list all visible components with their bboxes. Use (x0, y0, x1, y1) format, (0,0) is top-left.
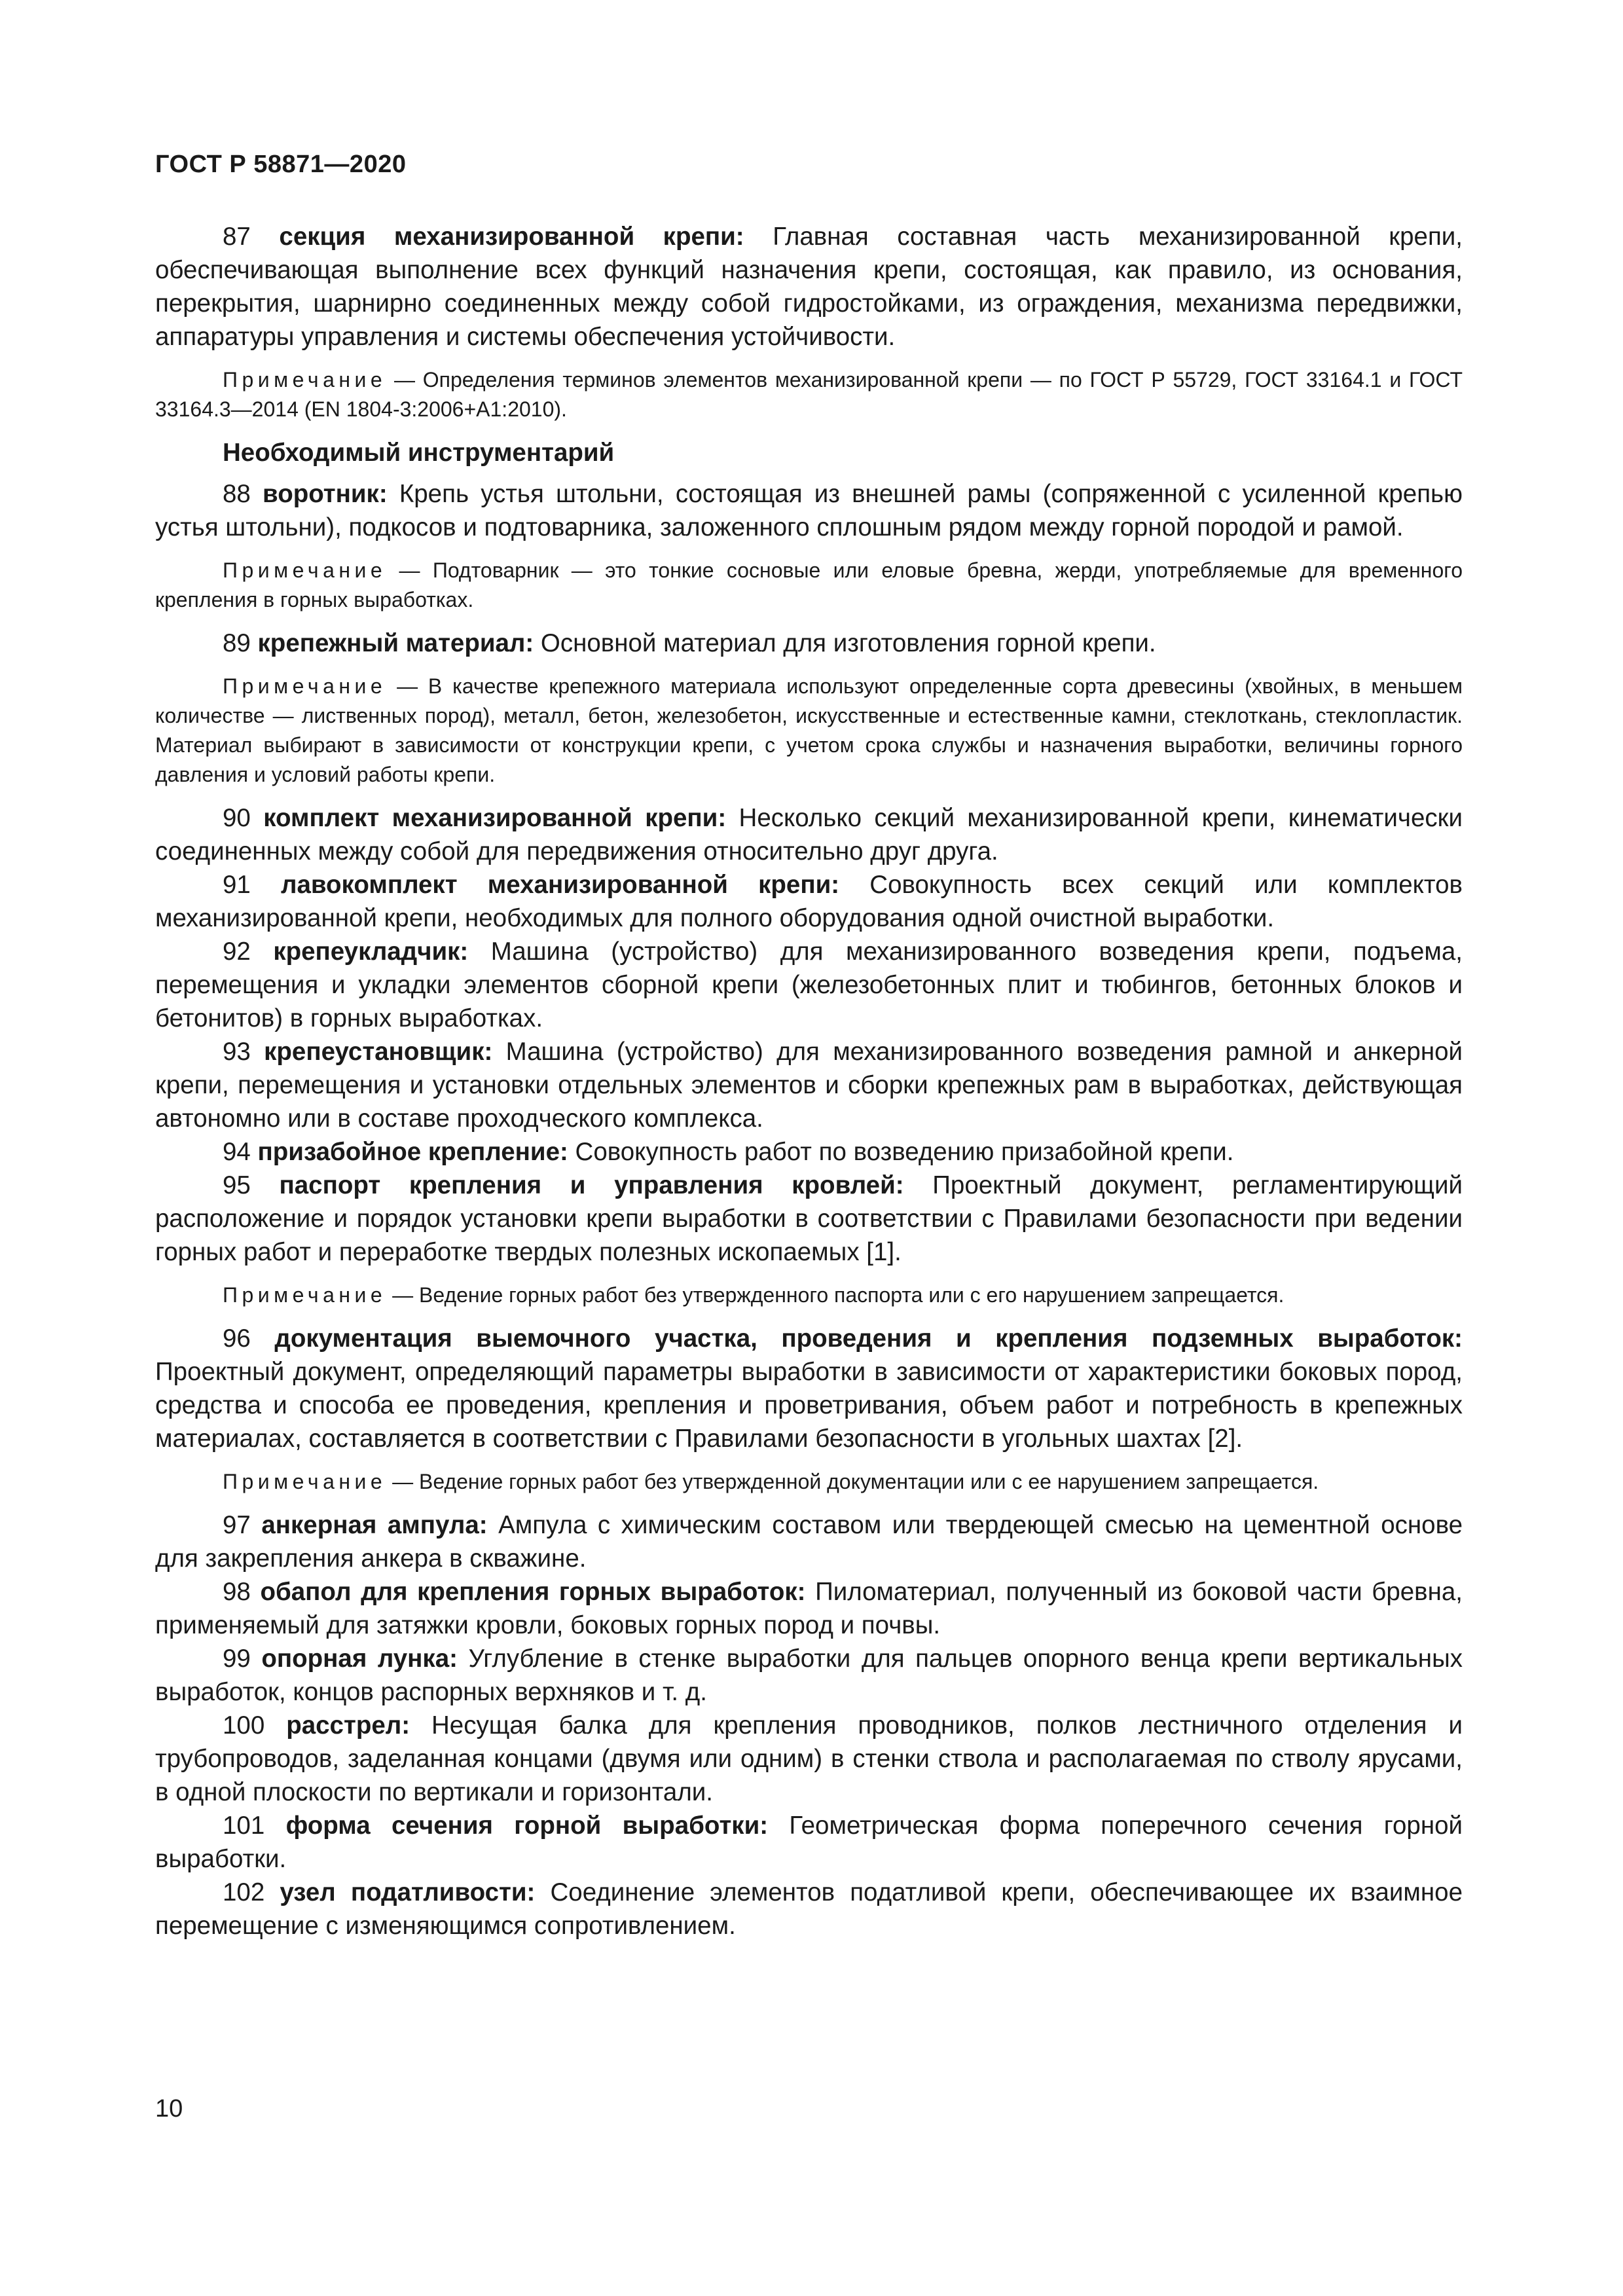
term-name: обапол для крепления горных выработок: (260, 1578, 806, 1606)
term-number: 99 (223, 1645, 251, 1673)
term-entry (155, 1169, 1463, 1269)
note-text: — Подтоварник — это тонкие сосновые или еловые бревна, жерди, употребляемые для временного крепления в горных выработках. (155, 558, 1463, 611)
note-label: Примечание (223, 1283, 387, 1307)
note-text: — В качестве крепежного материала используют определенные сорта древесины (хвойных, в меньшем количестве — лиственных пород), металл, бетон, железобетон, искусственные и естественные камни, стеклоткань, стеклопластик. Материал выбирают в зависимости от конструкции крепи, с учетом срока службы и назначения выработки, величины горного давления и условий работы крепи. (155, 674, 1463, 786)
section-subheading: Необходимый инструментарий (223, 439, 615, 467)
note-label: Примечание (223, 558, 387, 582)
note-text: — Ведение горных работ без утвержденного паспорта или с его нарушением запрещается. (386, 1283, 1285, 1307)
term-name: крепеукладчик: (273, 938, 469, 966)
term-note (155, 365, 1463, 424)
term-number: 93 (223, 1038, 251, 1066)
term-number: 98 (223, 1578, 251, 1606)
page-number: 10 (155, 2095, 183, 2123)
document-body (155, 220, 1463, 1942)
term-entry (155, 220, 1463, 354)
term-number: 95 (223, 1171, 251, 1199)
term-definition: Проектный документ, определяющий параметры выработки в зависимости от характеристики боковых пород, средства и способа ее проведения, крепления и проветривания, объем работ и потребность в крепежных материалах, составляется в соответствии с Правилами безопасности в угольных шахтах [2]. (155, 1358, 1463, 1453)
term-definition: Машина (устройство) для механизированного возведения крепи, подъема, перемещения и укладки элементов сборной крепи (железобетонных плит и тюбингов, бетонных блоков и бетонитов) в горных выработках. (155, 938, 1463, 1032)
term-name: комплект механизированной крепи: (263, 804, 727, 832)
term-definition: Соединение элементов податливой крепи, обеспечивающее их взаимное перемещение с изменяющимся сопротивлением. (155, 1878, 1463, 1940)
term-entry (155, 1322, 1463, 1455)
note-label: Примечание (223, 368, 387, 392)
term-note (155, 1467, 1463, 1497)
term-definition: Совокупность работ по возведению призабойной крепи. (568, 1138, 1234, 1166)
term-number: 101 (223, 1812, 265, 1840)
term-definition: Машина (устройство) для механизированного возведения рамной и анкерной крепи, перемещения и установки отдельных элементов и сборки крепежных рам в выработках, действующая автономно или в составе проходческого комплекса. (155, 1038, 1463, 1133)
term-name: крепеустановщик: (264, 1038, 493, 1066)
term-number: 92 (223, 938, 251, 966)
term-number: 90 (223, 804, 251, 832)
term-number: 102 (223, 1878, 265, 1906)
term-name: форма сечения горной выработки: (285, 1812, 769, 1840)
document-header: ГОСТ Р 58871—2020 (155, 151, 407, 178)
term-entry (155, 868, 1463, 935)
term-number: 89 (223, 629, 251, 657)
term-entry (155, 1809, 1463, 1876)
term-entry (155, 1709, 1463, 1809)
term-number: 96 (223, 1324, 251, 1353)
term-name: анкерная ампула: (261, 1511, 488, 1539)
term-entry (155, 1135, 1463, 1169)
term-note (155, 672, 1463, 790)
term-name: документация выемочного участка, проведения и крепления подземных выработок: (274, 1324, 1463, 1353)
term-definition: Геометрическая форма поперечного сечения горной выработки. (155, 1812, 1463, 1873)
term-entry (155, 1035, 1463, 1135)
term-definition: Крепь устья штольни, состоящая из внешней рамы (сопряженной с усиленной крепью устья штольни), подкосов и подтоварника, заложенного сплошным рядом между горной породой и рамой. (155, 480, 1463, 541)
note-text: — Определения терминов элементов механизированной крепи — по ГОСТ Р 55729, ГОСТ 33164.1 и ГОСТ 33164.3—2014 (EN 1804-3:2006+A1:2010). (155, 368, 1463, 421)
term-name: крепежный материал: (257, 629, 534, 657)
term-definition: Углубление в стенке выработки для пальцев опорного венца крепи вертикальных выработок, концов распорных верхняков и т. д. (155, 1645, 1463, 1706)
term-name: узел податливости: (280, 1878, 536, 1906)
term-note (155, 556, 1463, 615)
term-entry (155, 627, 1463, 660)
term-entry (155, 477, 1463, 544)
term-entry (155, 1575, 1463, 1642)
term-entry (155, 801, 1463, 868)
term-definition: Главная составная часть механизированной крепи, обеспечивающая выполнение всех функций назначения крепи, состоящая, как правило, из основания, перекрытия, шарнирно соединенных между собой гидростойками, из ограждения, механизма передвижки, аппаратуры управления и системы обеспечения устойчивости. (155, 223, 1463, 351)
term-definition: Несколько секций механизированной крепи, кинематически соединенных между собой для передвижения относительно друг друга. (155, 804, 1463, 866)
term-name: лавокомплект механизированной крепи: (281, 871, 840, 899)
term-number: 94 (223, 1138, 251, 1166)
term-number: 97 (223, 1511, 251, 1539)
term-definition: Проектный документ, регламентирующий расположение и порядок установки крепи выработки в соответствии с Правилами безопасности при ведении горных работ и переработке твердых полезных ископаемых [1]. (155, 1171, 1463, 1266)
term-entry (155, 935, 1463, 1035)
term-definition: Ампула с химическим составом или твердеющей смесью на цементной основе для закрепления анкера в скважине. (155, 1511, 1463, 1573)
note-label: Примечание (223, 674, 387, 698)
term-note (155, 1281, 1463, 1310)
term-entry (155, 1508, 1463, 1575)
term-name: секция механизированной крепи: (279, 223, 744, 251)
term-name: расстрел: (286, 1711, 410, 1740)
term-entry (155, 1642, 1463, 1709)
term-definition: Основной материал для изготовления горной крепи. (534, 629, 1156, 657)
term-number: 87 (223, 223, 251, 251)
note-label: Примечание (223, 1470, 387, 1493)
term-entry (155, 1876, 1463, 1942)
term-name: опорная лунка: (261, 1645, 458, 1673)
term-number: 100 (223, 1711, 265, 1740)
term-definition: Пиломатериал, полученный из боковой части бревна, применяемый для затяжки кровли, боковых горных пород и почвы. (155, 1578, 1463, 1639)
note-text: — Ведение горных работ без утвержденной документации или с ее нарушением запрещается. (386, 1470, 1319, 1493)
term-name: призабойное крепление: (257, 1138, 568, 1166)
term-name: паспорт крепления и управления кровлей: (279, 1171, 904, 1199)
term-name: воротник: (263, 480, 388, 508)
term-number: 91 (223, 871, 251, 899)
term-number: 88 (223, 480, 251, 508)
term-definition: Совокупность всех секций или комплектов механизированной крепи, необходимых для полного оборудования одной очистной выработки. (155, 871, 1463, 932)
term-definition: Несущая балка для крепления проводников, полков лестничного отделения и трубопроводов, заделанная концами (двумя или одним) в стенки ствола и располагаемая по стволу ярусами, в одной плоскости по вертикали и горизонтали. (155, 1711, 1463, 1806)
